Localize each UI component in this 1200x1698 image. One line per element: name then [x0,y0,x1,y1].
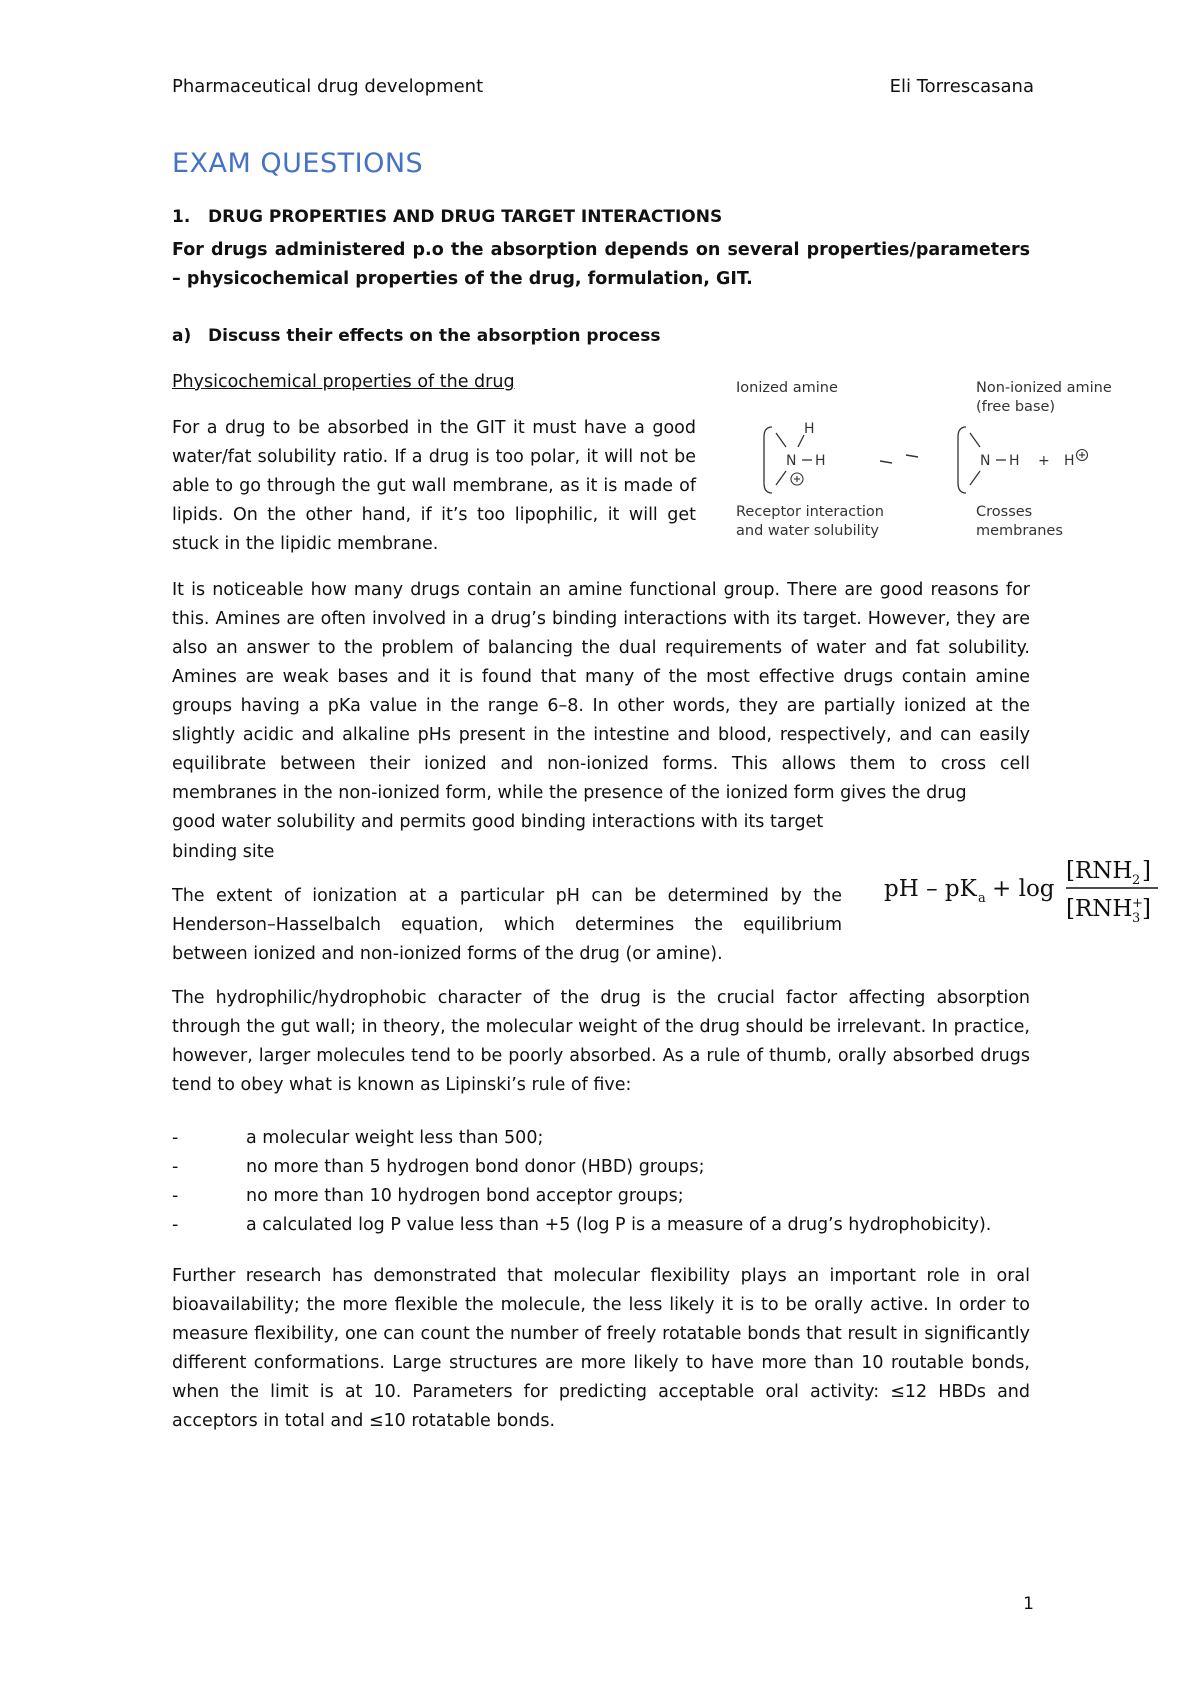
proton: H [1064,453,1075,469]
list-item-text: a molecular weight less than 500; [246,1128,544,1148]
list-item-text: no more than 10 hydrogen bond acceptor groups; [246,1186,684,1206]
figure-right-title-1: Non-ionized amine [976,380,1112,396]
subquestion-letter: a) [172,326,192,346]
equation-denominator-sub: 3 [1132,911,1141,925]
list-marker: - [172,1215,179,1235]
figure-left-title: Ionized amine [736,380,838,396]
paragraph-solubility: For a drug to be absorbed in the GIT it must have a good water/fat solubility ratio. If a drug is too polar, it will not be able to go through the gut wall membrane, as it is made of lipids. On the other hand, if it’s too lipophilic, it will get stuck in the lipidic membrane. [172,418,696,554]
figure-left-caption-2: and water solubility [736,523,880,539]
atom-n-ionized: N [786,453,797,469]
lipinski-rules-list [172,1124,991,1240]
figure-right-title-2: (free base) [976,399,1056,415]
equation-denominator-close: ] [1142,896,1151,922]
list-item [172,1211,991,1240]
page-title: EXAM QUESTIONS [172,148,424,179]
list-marker: - [172,1186,179,1206]
equation-numerator-close: ] [1142,858,1151,884]
equation-lhs: pH – pK [884,876,977,902]
list-marker: - [172,1157,179,1177]
henderson-hasselbalch-equation [882,850,1172,925]
figure-right-caption-2: membranes [976,523,1063,539]
equation-numerator-sub: 2 [1132,873,1141,888]
equation-denominator-sup: + [1132,896,1143,911]
figure-right-caption-1: Crosses [976,504,1033,520]
equation-numerator: [RNH [1066,858,1133,884]
paragraph-amines-end-1: good water solubility and permits good binding interactions with its target [172,812,824,832]
equilibrium-arrows-icon [880,455,918,463]
amine-ionization-figure [730,375,1140,545]
atom-h-top: H [804,421,815,437]
atom-h-right: H [815,453,826,469]
figure-left-caption-1: Receptor interaction [736,504,884,520]
subquestion [172,326,660,346]
header-course-title: Pharmaceutical drug development [172,76,484,97]
list-marker: - [172,1128,179,1148]
section-number: 1. [172,207,191,227]
ionized-amine-structure [764,421,826,493]
list-item-text: no more than 5 hydrogen bond donor (HBD) groups; [246,1157,705,1177]
plus-sign: + [1038,453,1050,469]
paragraph-amines-end-2: binding site [172,842,275,862]
header-author: Eli Torrescasana [889,76,1034,97]
list-item [172,1153,991,1182]
right-bracket [958,427,966,493]
atom-n-neutral: N [980,453,991,469]
equation-denominator: [RNH [1066,896,1133,922]
section-title: DRUG PROPERTIES AND DRUG TARGET INTERACTIONS [208,207,723,227]
free-base-structure [958,427,1020,493]
left-bracket [764,427,772,493]
paragraph-flexibility: Further research has demonstrated that molecular flexibility plays an important role in oral bioavailability; the more flexible the molecule, the less likely it is to be orally active. In order to measure flexibility, one can count the number of freely rotatable bonds that result in significantly different conformations. Large structures are more likely to have more than 10 routable bonds, when the limit is at 10. Parameters for predicting acceptable oral activity: ≤12 HBDs and acceptors in total and ≤10 rotatable bonds. [172,1266,1030,1431]
page-number: 1 [1023,1594,1034,1614]
section-heading [172,207,722,227]
subquestion-text: Discuss their effects on the absorption process [208,326,661,346]
bond-left-down [776,471,786,485]
equation-lhs-sub: a [978,891,986,906]
bond-left-up [776,433,786,447]
paragraph-amines: It is noticeable how many drugs contain an amine functional group. There are good reasons for this. Amines are often involved in a drug’s binding interactions with its target. However, they are also an answer to the problem of balancing the dual requirements of water and fat solubility. Amines are weak bases and it is found that many of the most effective drugs contain amine groups having a pKa value in the range 6–8. In other words, they are partially ionized at the slightly acidic and alkaline pHs present in the intestine and blood, respectively, and can easily equilibrate between their ionized and non-ionized forms. This allows them to cross cell membranes in the non-ionized form, while the presence of the ionized form gives the drug [172,580,1030,803]
list-item [172,1124,991,1153]
list-item [172,1182,991,1211]
atom-h-neutral: H [1009,453,1020,469]
list-item-text: a calculated log P value less than +5 (log P is a measure of a drug’s hydrophobicity). [246,1215,992,1235]
paragraph-hydrophobic: The hydrophilic/hydrophobic character of the drug is the crucial factor affecting absorption through the gut wall; in theory, the molecular weight of the drug should be irrelevant. In practice, however, larger molecules tend to be poorly absorbed. As a rule of thumb, orally absorbed drugs tend to obey what is known as Lipinski’s rule of five: [172,988,1030,1095]
paragraph-henderson: The extent of ionization at a particular pH can be determined by the Henderson–Hasselbalch equation, which determines the equilibrium between ionized and non-ionized forms of the drug (or amine). [172,886,842,964]
subheading: Physicochemical properties of the drug [172,372,515,392]
equation-log: + log [992,876,1055,902]
intro-question: For drugs administered p.o the absorption depends on several properties/parameters – physicochemical properties of the drug, formulation, GIT. [172,240,1030,289]
